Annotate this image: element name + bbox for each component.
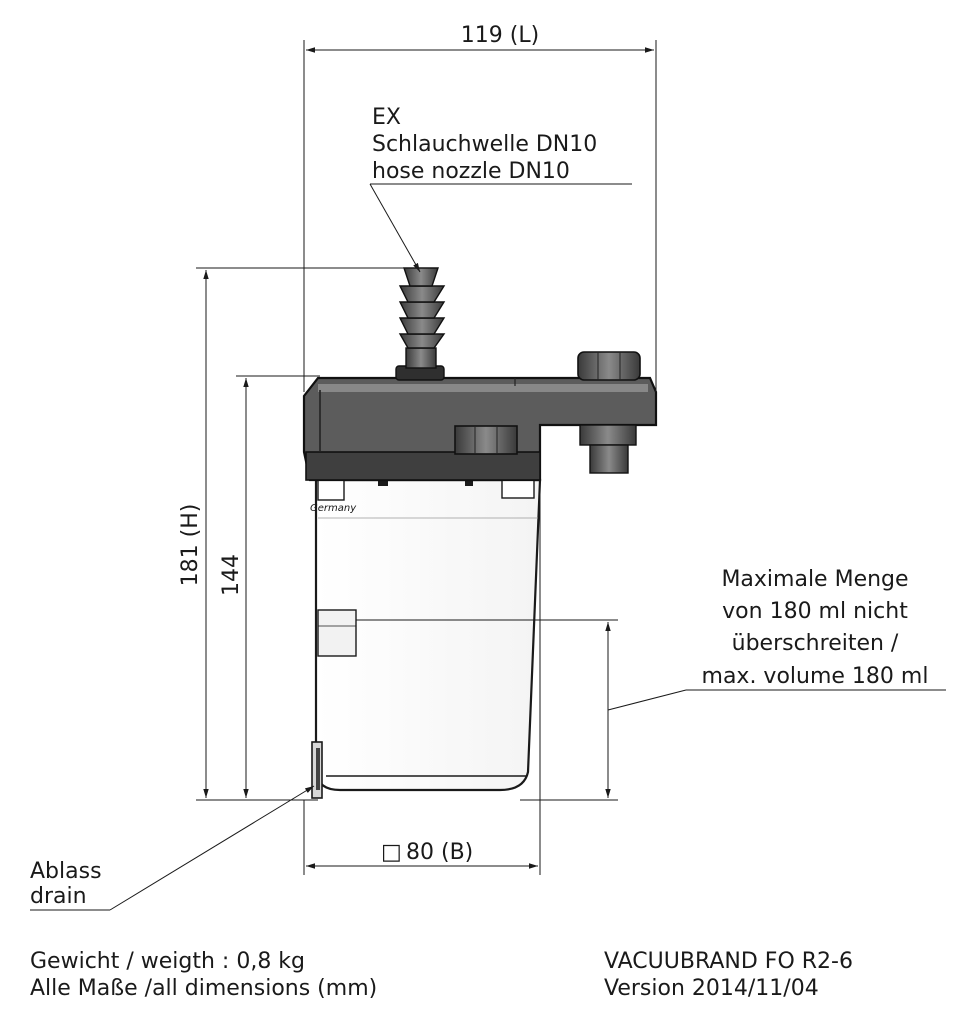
hose-nozzle xyxy=(396,268,444,380)
drain-leader xyxy=(110,786,314,910)
inlet-fitting-bottom xyxy=(580,425,636,445)
height-label: 181 (H) xyxy=(178,503,203,587)
product-name: VACUUBRAND FO R2-6 xyxy=(604,949,853,974)
length-label: 119 (L) xyxy=(460,23,540,48)
volume-line-4: max. volume 180 ml xyxy=(701,664,929,689)
volume-line-1: Maximale Menge xyxy=(721,567,909,592)
level-mark xyxy=(318,610,356,656)
exhaust-line-1: EX xyxy=(372,105,401,130)
engraving-text: Germany xyxy=(310,503,357,514)
width-label: 80 (B) xyxy=(406,840,474,865)
inlet-nut-top xyxy=(578,352,640,380)
width-symbol: □ xyxy=(381,840,402,865)
footer xyxy=(30,949,853,1001)
volume-leader xyxy=(608,690,686,710)
separator-part xyxy=(304,268,656,798)
exhaust-leader xyxy=(370,184,420,272)
drain-line-1: Ablass xyxy=(30,859,102,884)
container-height-label: 144 xyxy=(219,554,244,596)
drain-callout xyxy=(30,859,102,909)
clip-right xyxy=(502,480,534,498)
version-text: Version 2014/11/04 xyxy=(604,976,819,1001)
width-label-group xyxy=(381,840,473,865)
clip-left xyxy=(318,480,344,500)
exhaust-line-3: hose nozzle DN10 xyxy=(372,159,570,184)
hex-nut-center xyxy=(455,426,517,454)
drain-line-2: drain xyxy=(30,884,87,909)
dimensions-note: Alle Maße /all dimensions (mm) xyxy=(30,976,378,1001)
volume-callout xyxy=(702,567,929,689)
exhaust-line-2: Schlauchwelle DN10 xyxy=(372,132,598,157)
volume-line-3: überschreiten / xyxy=(731,631,899,656)
weight-text: Gewicht / weigth : 0,8 kg xyxy=(30,949,306,974)
exhaust-callout xyxy=(372,105,597,184)
volume-line-2: von 180 ml nicht xyxy=(722,599,908,624)
